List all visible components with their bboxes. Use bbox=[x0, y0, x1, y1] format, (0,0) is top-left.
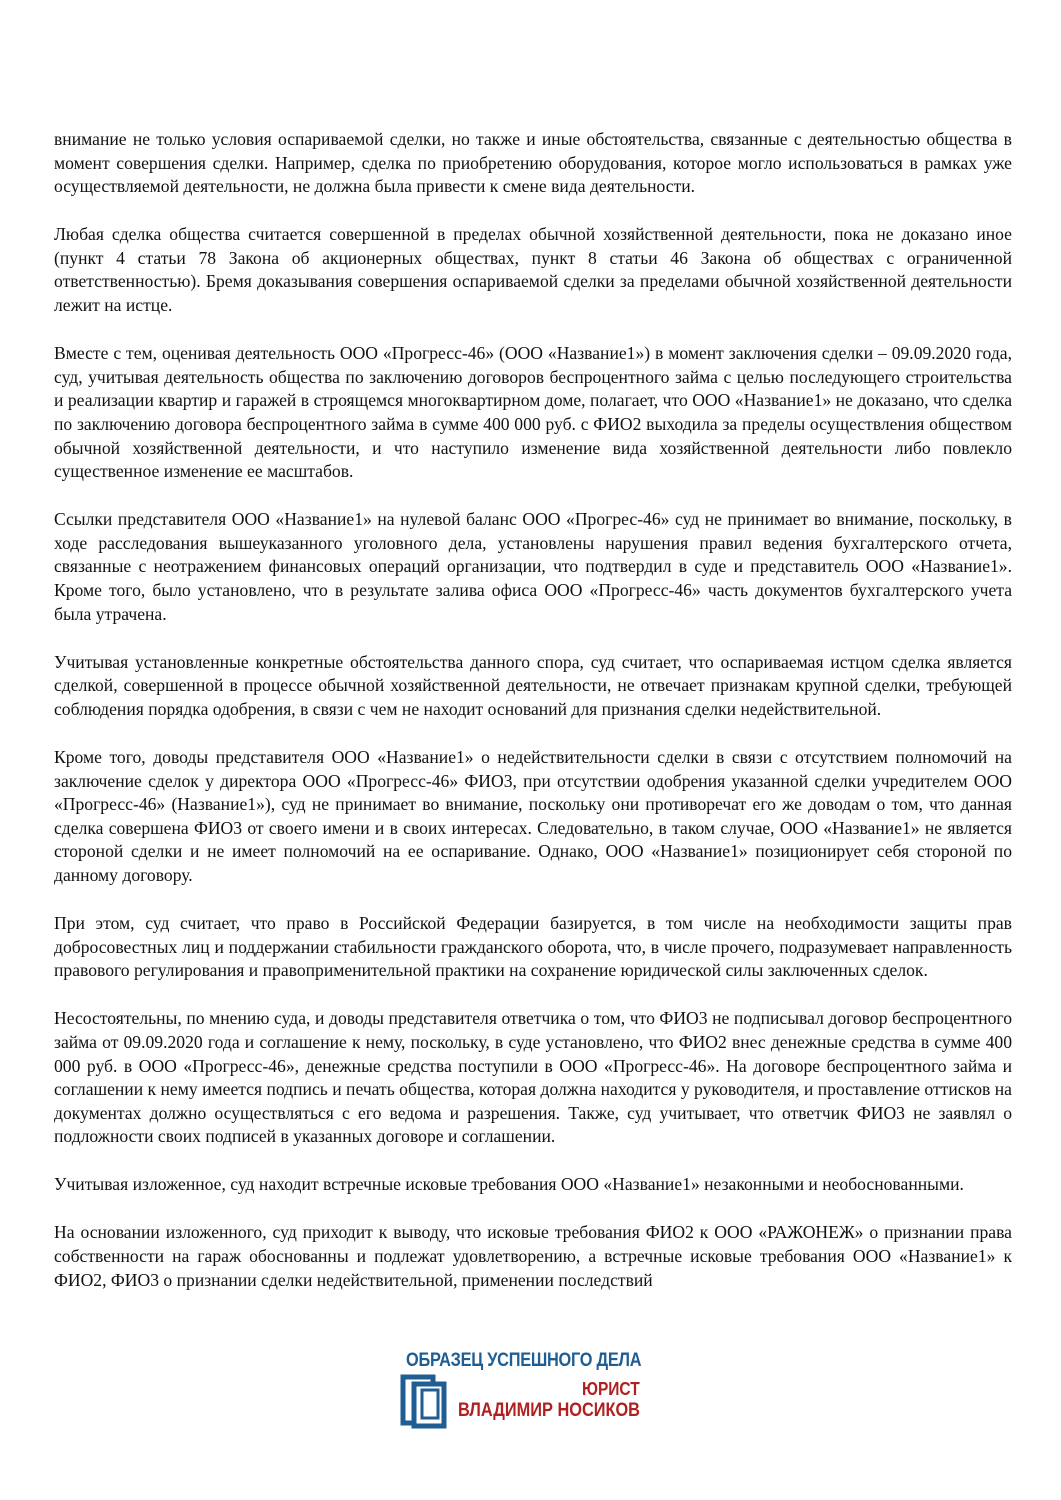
paragraph-5: Учитывая установленные конкретные обстоятельства данного спора, суд считает, что оспариваемая истцом сделка является сделкой, совершенной в процессе обычной хозяйственной деятельности, не отвечает признакам крупной сделки, требующей соблюдения порядка одобрения, в связи с чем не находит оснований для признания сделки недействительной. bbox=[54, 651, 1012, 719]
paragraph-6: Кроме того, доводы представителя ООО «Название1» о недействительности сделки в связи с отсутствием полномочий на заключение сделок у директора ООО «Прогресс-46» ФИО3, при отсутствии одобрения указанной сделки учредителем ООО «Прогресс-46» (Название1»), суд не принимает во внимание, поскольку они противоречат его же доводам о том, что данная сделка совершена ФИО3 от своего имени и в своих интересах. Следовательно, в таком случае, ООО «Название1» не является стороной сделки и не имеет полномочий на ее оспаривание. Однако, ООО «Название1» позиционирует себя стороной по данному договору. bbox=[54, 746, 1012, 885]
paragraph-4: Ссылки представителя ООО «Название1» на нулевой баланс ООО «Прогрес-46» суд не принимает во внимание, поскольку, в ходе расследования вышеуказанного уголовного дела, установлены нарушения правил ведения бухгалтерского отчета, связанные с неотражением финансовых операций организации, что подтвердил в суде и представитель ООО «Название1». Кроме того, было установлено, что в результате залива офиса ООО «Прогресс-46» часть документов бухгалтерского учета была утрачена. bbox=[54, 509, 1012, 624]
document-stack-icon bbox=[400, 1374, 456, 1430]
logo-name: ВЛАДИМИР НОСИКОВ bbox=[458, 1400, 640, 1421]
paragraph-10: На основании изложенного, суд приходит к выводу, что исковые требования ФИО2 к ООО «РАЖОНЕЖ» о признании права собственности на гараж обоснованны и подлежат удовлетворению, а встречные исковые требования ООО «Название1» к ФИО2, ФИО3 о признании сделки недействительной, применении последствий bbox=[54, 1222, 1012, 1290]
lawyer-logo bbox=[400, 1350, 662, 1430]
paragraph-3: Вместе с тем, оценивая деятельность ООО «Прогресс-46» (ООО «Название1») в момент заключения сделки – 09.09.2020 года, суд, учитывая деятельность общества по заключению договоров беспроцентного займа с целью последующего строительства и реализации квартир и гаражей в строящемся многоквартирном доме, полагает, что ООО «Название1» не доказано, что сделка по заключению договора беспроцентного займа в сумме 400 000 руб. с ФИО2 выходила за пределы осуществления обществом обычной хозяйственной деятельности, и что наступило изменение вида хозяйственной деятельности либо повлекло существенное изменение ее масштабов. bbox=[54, 343, 1012, 482]
paragraph-8: Несостоятельны, по мнению суда, и доводы представителя ответчика о том, что ФИО3 не подписывал договор беспроцентного займа от 09.09.2020 года и соглашение к нему, поскольку, в суде установлено, что ФИО2 внес денежные средства в сумме 400 000 руб. в ООО «Прогресс-46», денежные средства поступили в ООО «Прогресс-46». На договоре беспроцентного займа и соглашении к нему имеется подпись и печать общества, которая должна находится у руководителя, и проставление оттисков на документах должно осуществляться с его ведома и разрешения. Также, суд учитывает, что ответчик ФИО3 не заявлял о подложности своих подписей в указанных договоре и соглашении. bbox=[54, 1008, 1012, 1147]
logo-title: ОБРАЗЕЦ УСПЕШНОГО ДЕЛА bbox=[406, 1350, 642, 1371]
paragraph-7: При этом, суд считает, что право в Российской Федерации базируется, в том числе на необходимости защиты прав добросовестных лиц и поддержании стабильности гражданского оборота, что, в числе прочего, подразумевает направленность правового регулирования и правоприменительной практики на сохранение юридической силы заключенных сделок. bbox=[54, 913, 1012, 981]
paragraph-1: внимание не только условия оспариваемой сделки, но также и иные обстоятельства, связанные с деятельностью общества в момент совершения сделки. Например, сделка по приобретению оборудования, которое могло использоваться в рамках уже осуществляемой деятельности, не должна была привести к смене вида деятельности. bbox=[54, 129, 1012, 197]
logo-profession: ЮРИСТ bbox=[582, 1379, 640, 1399]
paragraph-2: Любая сделка общества считается совершенной в пределах обычной хозяйственной деятельности, пока не доказано иное (пункт 4 статьи 78 Закона об акционерных обществах, пункт 8 статьи 46 Закона об обществах с ограниченной ответственностью). Бремя доказывания совершения оспариваемой сделки за пределами обычной хозяйственной деятельности лежит на истце. bbox=[54, 224, 1012, 316]
paragraph-9: Учитывая изложенное, суд находит встречные исковые требования ООО «Название1» незаконными и необоснованными. bbox=[54, 1174, 964, 1195]
document-body bbox=[54, 128, 1012, 1317]
